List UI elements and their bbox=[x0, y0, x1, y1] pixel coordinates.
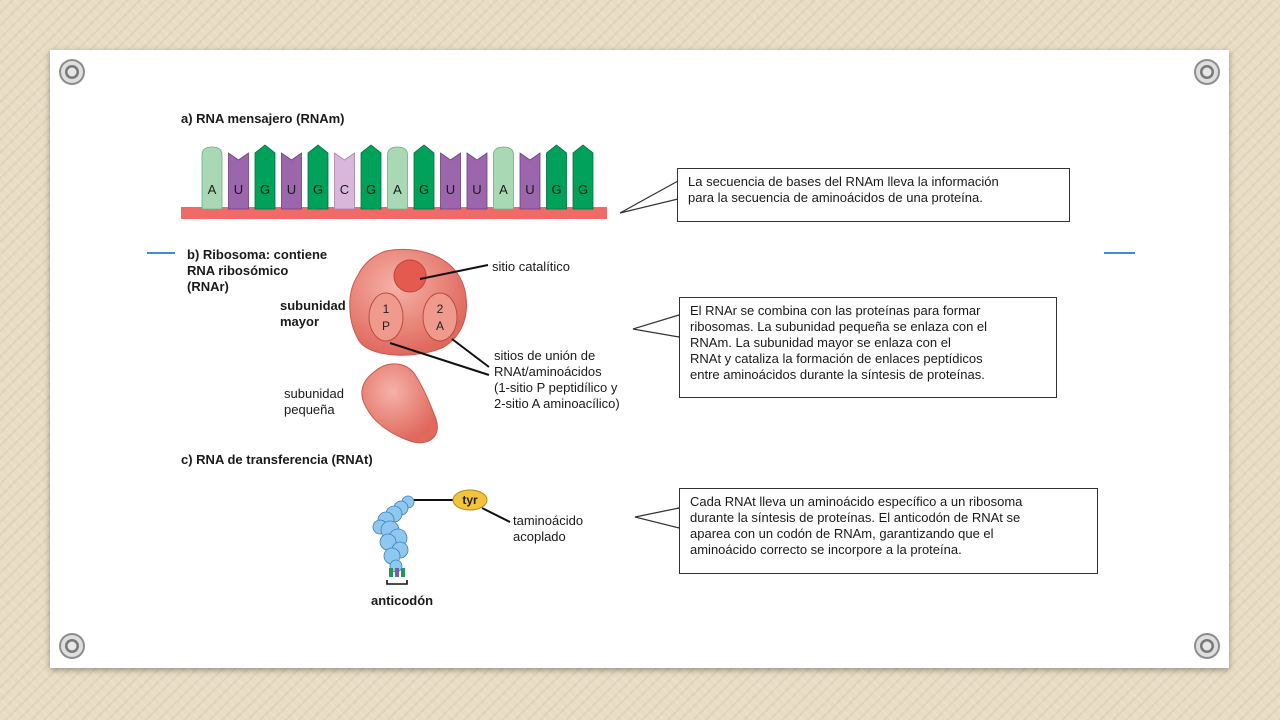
tyr-label-leader bbox=[482, 508, 510, 522]
mrna-base-guanine bbox=[361, 145, 381, 209]
mrna-base-letter: U bbox=[525, 182, 535, 197]
callout-line: RNAt y cataliza la formación de enlaces peptídicos bbox=[690, 351, 983, 366]
mrna-base-uracil bbox=[467, 153, 487, 209]
callout-line: La secuencia de bases del RNAm lleva la información bbox=[688, 174, 999, 189]
mrna-strand bbox=[176, 137, 616, 223]
label-line: 2-sitio A aminoacílico) bbox=[494, 396, 620, 411]
mrna-base-letter: A bbox=[393, 182, 402, 197]
mrna-base-guanine bbox=[414, 145, 434, 209]
title-line: (RNAr) bbox=[187, 279, 229, 294]
callout-line: entre aminoácidos durante la síntesis de proteínas. bbox=[690, 367, 985, 382]
label-line: pequeña bbox=[284, 402, 335, 417]
label-line: mayor bbox=[280, 314, 320, 329]
accent-line-right bbox=[1104, 252, 1135, 254]
mrna-base-guanine bbox=[573, 145, 593, 209]
mrna-base-adenine bbox=[388, 147, 408, 209]
callout-line: RNAm. La subunidad mayor se enlaza con el bbox=[690, 335, 951, 350]
mrna-base-uracil bbox=[229, 153, 249, 209]
catalytic-site bbox=[394, 260, 426, 292]
label-line: acoplado bbox=[513, 529, 566, 544]
callout-line: para la secuencia de aminoácidos de una proteína. bbox=[688, 190, 983, 205]
label-line: subunidad bbox=[280, 298, 346, 313]
pin-bottom-left-icon bbox=[58, 632, 86, 660]
anticodon-base bbox=[389, 568, 393, 577]
ribosome-small-subunit bbox=[362, 364, 438, 443]
tyr-label: tyr bbox=[462, 493, 478, 507]
binding-sites-label bbox=[494, 348, 620, 412]
mrna-base-uracil bbox=[282, 153, 302, 209]
mrna-base-cytosine bbox=[335, 153, 355, 209]
mrna-base-letter: A bbox=[499, 182, 508, 197]
mrna-base-uracil bbox=[520, 153, 540, 209]
mrna-base-guanine bbox=[255, 145, 275, 209]
callout-line: aparea con un codón de RNAm, garantizando que el bbox=[690, 526, 994, 541]
callout-line: ribosomas. La subunidad pequeña se enlaza con el bbox=[690, 319, 988, 334]
label-line: taminoácido bbox=[513, 513, 584, 528]
p-site-letter: P bbox=[381, 319, 391, 333]
callout-line: Cada RNAt lleva un aminoácido específico a un ribosoma bbox=[690, 494, 1023, 509]
ribosome-title bbox=[187, 247, 327, 295]
anticodon-label: anticodón bbox=[371, 593, 434, 608]
mrna-base-guanine bbox=[547, 145, 567, 209]
mrna-base-guanine bbox=[308, 145, 328, 209]
callout-line: durante la síntesis de proteínas. El anticodón de RNAt se bbox=[690, 510, 1021, 525]
small-subunit-label bbox=[284, 386, 344, 418]
trna-molecule bbox=[373, 496, 414, 572]
anticodon-base bbox=[395, 568, 399, 577]
mrna-title: a) RNA mensajero (RNAm) bbox=[181, 111, 345, 126]
mrna-base-letter: A bbox=[207, 182, 217, 197]
accent-line-left bbox=[147, 252, 175, 254]
mrna-base-uracil bbox=[441, 153, 461, 209]
ribosome-illustration bbox=[346, 247, 656, 447]
protein-synthesis-diagram bbox=[176, 109, 1104, 612]
mrna-base-letter: G bbox=[577, 182, 589, 197]
mrna-base-letter: U bbox=[472, 182, 482, 197]
label-line: subunidad bbox=[284, 386, 344, 401]
mrna-base-letter: G bbox=[551, 182, 562, 197]
label-line: RNAt/aminoácidos bbox=[494, 364, 602, 379]
pin-bottom-right-icon bbox=[1193, 632, 1221, 660]
trna-callout bbox=[679, 488, 1098, 574]
title-line: RNA ribosómico bbox=[187, 263, 289, 278]
pin-top-right-icon bbox=[1193, 58, 1221, 86]
a-site-letter: A bbox=[435, 319, 445, 333]
a-site bbox=[423, 293, 457, 341]
trna-illustration bbox=[366, 484, 526, 596]
a-site-number: 2 bbox=[436, 302, 444, 316]
mrna-base-letter: C bbox=[339, 182, 350, 197]
mrna-base-letter: G bbox=[312, 182, 324, 197]
mrna-base-letter: U bbox=[445, 182, 456, 197]
catalytic-site-label: sitio catalítico bbox=[492, 259, 571, 274]
mrna-base-adenine bbox=[494, 147, 514, 209]
label-line: (1-sitio P peptidílico y bbox=[494, 380, 618, 395]
mrna-callout-pointer bbox=[616, 169, 686, 219]
p-site bbox=[369, 293, 403, 341]
label-line: sitios de unión de bbox=[494, 348, 596, 363]
anticodon-bracket bbox=[387, 580, 407, 584]
mrna-base-letter: G bbox=[365, 182, 377, 197]
mrna-base-letter: G bbox=[259, 182, 271, 197]
amino-acid-label bbox=[513, 513, 583, 545]
mrna-base-letter: U bbox=[233, 182, 244, 197]
ribosome-callout bbox=[679, 297, 1057, 398]
title-line: b) Ribosoma: contiene bbox=[187, 247, 328, 262]
large-subunit-label bbox=[280, 298, 346, 330]
trna-title: c) RNA de transferencia (RNAt) bbox=[181, 452, 373, 467]
mrna-callout bbox=[677, 168, 1070, 222]
mrna-base-adenine bbox=[202, 147, 222, 209]
a-site-leader bbox=[452, 339, 489, 367]
mrna-base-letter: U bbox=[286, 182, 297, 197]
p-site-number: 1 bbox=[382, 302, 390, 316]
pin-top-left-icon bbox=[58, 58, 86, 86]
callout-line: El RNAr se combina con las proteínas para formar bbox=[690, 303, 981, 318]
mrna-base-letter: G bbox=[418, 182, 430, 197]
anticodon-base bbox=[401, 568, 405, 577]
callout-line: aminoácido correcto se incorpore a la proteína. bbox=[690, 542, 962, 557]
